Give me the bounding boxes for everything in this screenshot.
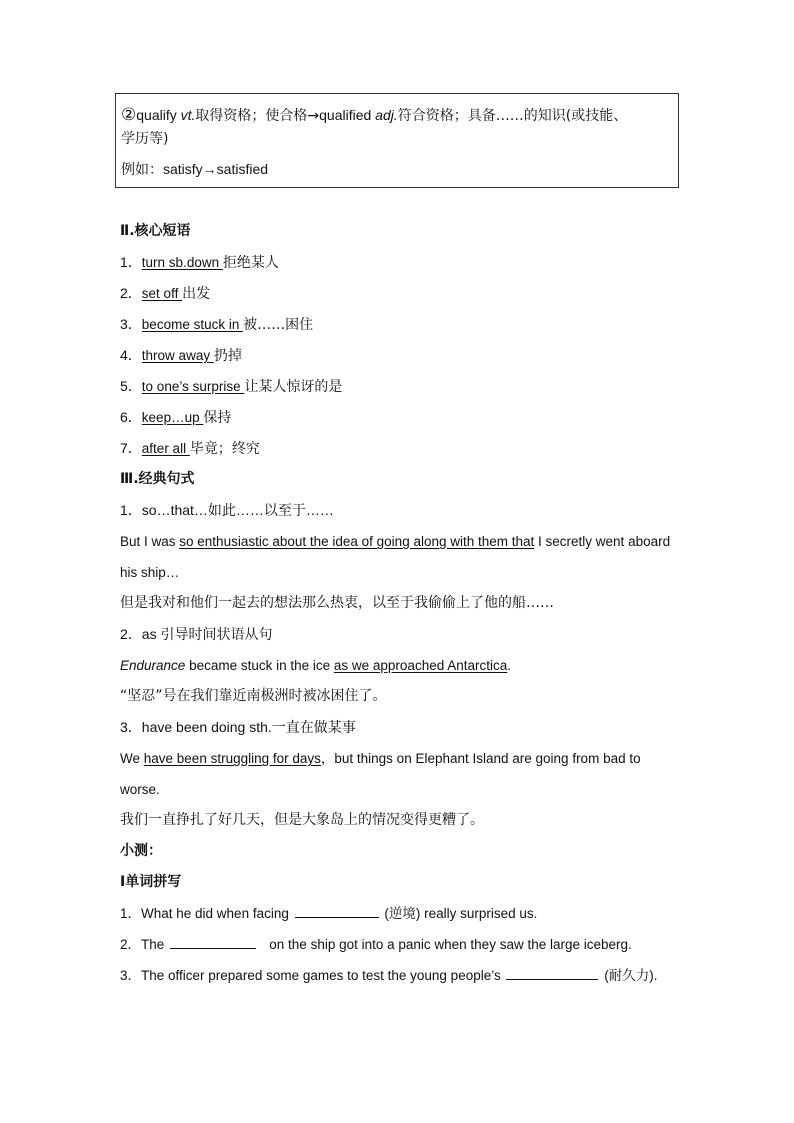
sentence-2-en: Endurance became stuck in the ice as we approached Antarctica. [120,658,512,673]
sentence-2-zh: “坚忍”号在我们靠近南极洲时被冰困住了。 [120,688,387,704]
answer-blank[interactable] [506,965,598,980]
quiz-question-1: 1．What he did when facing (逆境) really surprised us. [120,898,680,929]
quiz-question-3: 3．The officer prepared some games to test the young people’s (耐久力). [120,960,680,991]
phrase-item [120,433,680,464]
circled-number: ② [121,105,137,124]
sentence-3-zh: 我们一直挣扎了好几天，但是大象岛上的情况变得更糟了。 [120,812,484,828]
sentences-heading: Ⅲ.经典句式 [120,471,195,487]
quiz-heading: 小测： [120,843,162,859]
phrase-item [120,340,680,371]
phrase-item [120,371,680,402]
phrase-en: throw away [141,348,214,363]
phrase-en: keep…up [141,410,204,425]
word-qualify: qualify [136,107,177,123]
phrase-zh: 拒绝某人 [222,255,279,271]
phrase-zh: 毕竟；终究 [189,441,260,457]
phrase-zh: 让某人惊讶的是 [244,379,343,395]
phrase-item [120,309,680,340]
sentence-2-title: 2．as 引导时间状语从句 [120,626,273,642]
example-text: satisfy→satisfied [163,161,269,177]
phrase-item [120,278,680,309]
answer-blank[interactable] [170,934,256,949]
main-content [120,216,680,991]
pos-vt: vt. [180,107,196,123]
phrase-zh: 被……困住 [243,317,314,333]
phrase-en: become stuck in [141,317,244,332]
item-number: 4． [120,347,142,363]
pos-adj: adj. [375,107,398,123]
item-number: 6． [120,409,142,425]
phrase-item [120,247,680,278]
note-line-2: 学历等) [121,131,169,147]
sentence-1-title: 1．so…that…如此……以至于…… [120,502,334,518]
phrase-en: after all [141,441,190,456]
item-number: 2． [120,285,142,301]
sentence-3-title: 3．have been doing sth.一直在做某事 [120,719,356,735]
phrase-zh: 保持 [203,410,232,426]
example-label: 例如： [121,162,163,178]
def-qualified: 符合资格；具备……的知识(或技能、 [397,108,628,124]
quiz-subheading: Ⅰ单词拼写 [120,874,182,890]
note-line-1 [121,98,672,133]
item-number: 1． [120,254,142,270]
phrase-en: to one’s surprise [141,379,245,394]
phrases-heading: Ⅱ.核心短语 [120,223,191,239]
quiz-question-2: 2．The on the ship got into a panic when they saw the large iceberg. [120,929,680,960]
sentence-1-en: But I was so enthusiastic about the idea of going along with them that I secretly went aboard his ship… [120,534,671,580]
answer-blank[interactable] [295,903,379,918]
word-qualified: qualified [319,107,372,123]
sentence-3-en: We have been struggling for days，but things on Elephant Island are going from bad to worse. [120,751,641,797]
note-line-3 [121,151,672,188]
sentence-1-zh: 但是我对和他们一起去的想法那么热衷，以至于我偷偷上了他的船…… [120,595,554,611]
phrase-zh: 出发 [182,286,211,302]
phrase-zh: 扔掉 [213,348,242,364]
vocabulary-note-box [115,93,679,188]
item-number: 7． [120,440,142,456]
phrase-item [120,402,680,433]
item-number: 3． [120,316,142,332]
phrase-en: set off [141,286,183,301]
item-number: 5． [120,378,142,394]
phrase-en: turn sb.down [141,255,223,270]
def-qualify: 取得资格；使合格→ [195,108,320,124]
